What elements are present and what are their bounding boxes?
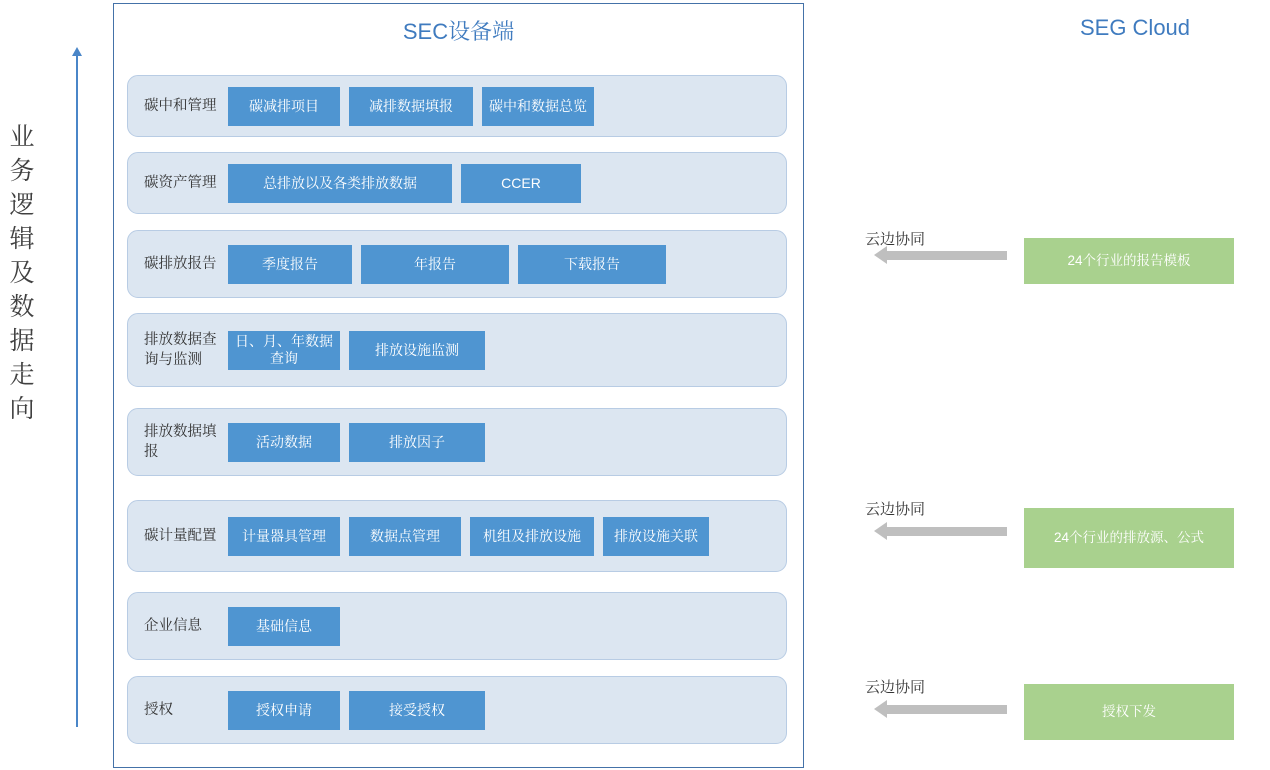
module-row-emission-fill: [127, 408, 787, 476]
axis-char: 据: [9, 327, 35, 355]
axis-char: 逻: [9, 191, 35, 219]
module-chip[interactable]: 碳中和数据总览: [482, 87, 594, 126]
module-chip[interactable]: 计量器具管理: [228, 517, 340, 556]
row-label: 企业信息: [144, 618, 202, 634]
module-chip[interactable]: 机组及排放设施: [470, 517, 594, 556]
row-label: 排放数据填报: [144, 424, 217, 460]
module-row-authorization: [127, 676, 787, 744]
row-label: 排放数据查询与监测: [144, 332, 217, 368]
axis-char: 及: [9, 259, 35, 287]
cloud-item-emission-sources[interactable]: 24个行业的排放源、公式: [1024, 508, 1234, 568]
module-row-enterprise-info: [127, 592, 787, 660]
module-chip[interactable]: 减排数据填报: [349, 87, 473, 126]
axis-char: 辑: [9, 225, 35, 253]
module-row-emission-report: [127, 230, 787, 298]
seg-cloud-title: SEG Cloud: [1079, 15, 1191, 40]
module-chip[interactable]: 碳减排项目: [228, 87, 340, 126]
module-row-carbon-metering: [127, 500, 787, 572]
axis-char: 数: [9, 293, 35, 321]
sec-panel-title: SEC设备端: [402, 19, 515, 44]
chip-group: [228, 164, 581, 203]
sync-label: 云边协同: [865, 501, 926, 518]
module-row-carbon-asset: [127, 152, 787, 214]
module-chip[interactable]: 年报告: [361, 245, 509, 284]
chip-group: [228, 423, 485, 462]
sync-label: 云边协同: [865, 231, 926, 248]
chip-group: [228, 691, 485, 730]
module-chip[interactable]: 基础信息: [228, 607, 340, 646]
sync-arrow-icon: [887, 527, 1007, 536]
row-label: 碳资产管理: [144, 175, 217, 191]
axis-char: 向: [9, 395, 35, 423]
module-chip[interactable]: 接受授权: [349, 691, 485, 730]
module-chip[interactable]: 下载报告: [518, 245, 666, 284]
module-chip[interactable]: 授权申请: [228, 691, 340, 730]
chip-group: [228, 607, 340, 646]
module-chip[interactable]: 日、月、年数据查询: [228, 331, 340, 370]
row-label: 授权: [144, 702, 173, 718]
chip-group: [228, 331, 485, 370]
sync-arrow-icon: [887, 705, 1007, 714]
chip-group: [228, 517, 709, 556]
axis-char: 务: [9, 157, 35, 185]
row-label: 碳中和管理: [144, 98, 217, 114]
chip-group: [228, 245, 666, 284]
up-arrow-icon: [76, 55, 78, 727]
module-chip[interactable]: 活动数据: [228, 423, 340, 462]
module-chip[interactable]: 季度报告: [228, 245, 352, 284]
sync-label: 云边协同: [865, 679, 926, 696]
module-chip[interactable]: 排放因子: [349, 423, 485, 462]
module-chip[interactable]: 数据点管理: [349, 517, 461, 556]
row-label: 碳排放报告: [144, 256, 217, 272]
module-chip[interactable]: 总排放以及各类排放数据: [228, 164, 452, 203]
module-chip[interactable]: 排放设施关联: [603, 517, 709, 556]
axis-char: 走: [9, 361, 35, 389]
chip-group: [228, 87, 594, 126]
sync-arrow-icon: [887, 251, 1007, 260]
module-chip[interactable]: 排放设施监测: [349, 331, 485, 370]
module-chip[interactable]: CCER: [461, 164, 581, 203]
cloud-item-report-templates[interactable]: 24个行业的报告模板: [1024, 238, 1234, 284]
module-row-carbon-neutral: [127, 75, 787, 137]
cloud-item-authorization-dispatch[interactable]: 授权下发: [1024, 684, 1234, 740]
row-label: 碳计量配置: [144, 528, 217, 544]
axis-char: 业: [9, 123, 35, 151]
module-row-emission-query: [127, 313, 787, 387]
axis-label: [0, 120, 44, 426]
